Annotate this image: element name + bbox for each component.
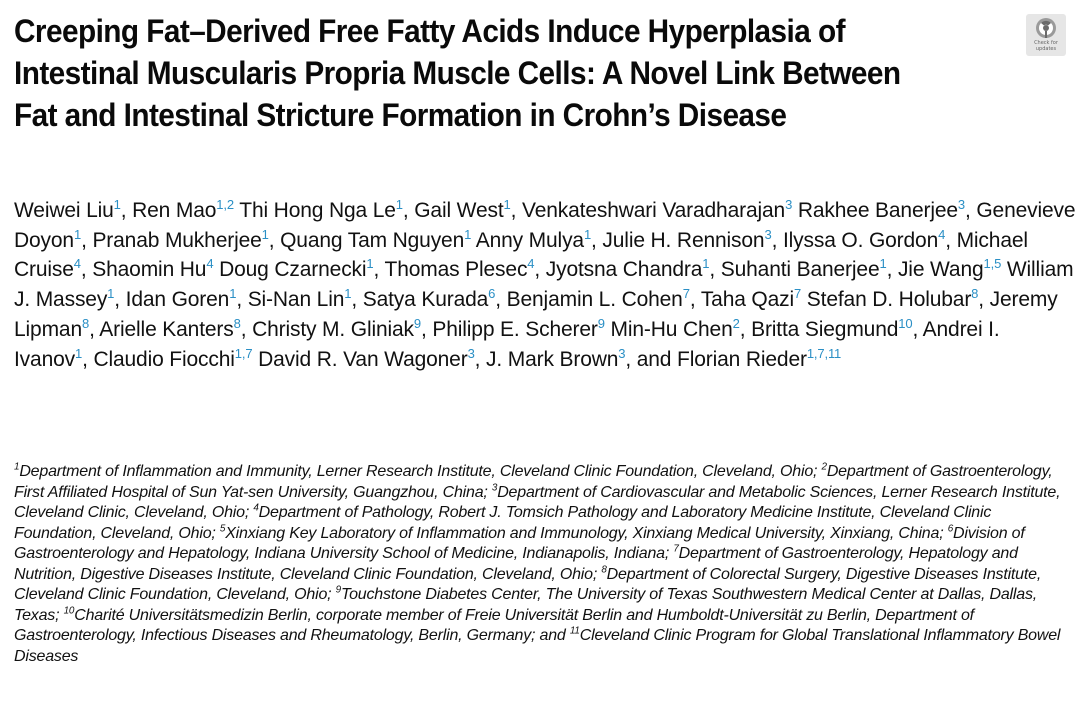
author-name[interactable]: Rakhee Banerjee [797,199,958,222]
author-name[interactable]: Britta Siegmund [751,317,899,341]
author-affiliation-ref[interactable]: 1,7,11 [806,345,842,361]
author-affiliation-ref[interactable]: 1 [261,226,269,242]
author-separator: , [625,347,637,371]
author-affiliation-ref[interactable]: 3 [618,345,626,361]
author-separator: , [689,288,701,312]
author-name[interactable]: Ilyssa O. Gordon [782,228,939,252]
author-affiliation-ref[interactable]: 4 [73,256,81,272]
author-affiliation-ref[interactable]: 8 [81,315,90,331]
author-name[interactable]: Shaomin Hu [92,258,207,282]
author-name[interactable]: Michael Cruise [14,228,1028,282]
author-name[interactable]: Thomas Plesec [384,258,528,282]
affiliation-text: Department of Gastroenterology, First Affiliated Hospital of Sun Yat-sen University, Guangzhou, China; [14,463,1053,501]
author-separator: , [591,228,603,252]
affiliation-text: Touchstone Diabetes Center, The University of Texas Southwestern Medical Center at Dallas, Dallas, Texas; [14,586,1037,624]
affiliation-number: 4 [253,502,259,514]
affiliation-number: 11 [569,625,580,637]
author-name[interactable]: Gail West [414,199,504,222]
author-name[interactable]: Weiwei Liu [14,199,114,222]
affiliation-number: 9 [335,584,341,596]
affiliation-text: Department of Cardiovascular and Metabolic Sciences, Lerner Research Institute, Cleveland Clinic, Cleveland, Ohio; [14,483,1061,521]
author-affiliation-ref[interactable]: 9 [597,315,605,331]
author-affiliation-ref[interactable]: 1 [107,286,115,302]
author-name[interactable]: Idan Goren [125,288,230,312]
author-affiliation-ref[interactable]: 3 [764,226,772,242]
author-separator: , [978,288,990,312]
author-separator: , [421,317,433,341]
author-affiliation-ref[interactable]: 2 [732,315,740,331]
article-title: Creeping Fat–Derived Free Fatty Acids Induce Hyperplasia of Intestinal Muscularis Propria Muscle Cells: A Novel Link Between Fat and Intestinal Stricture Formation in Crohn’s Disease [14,13,901,133]
affiliation-number: 7 [673,543,679,555]
affiliation-list [14,462,1074,667]
author-separator: , [240,317,253,341]
author-separator: , [80,258,93,282]
author-separator: , [402,199,415,222]
author-affiliation-ref[interactable]: 7 [682,286,690,302]
author-separator: , [912,317,923,341]
author-name[interactable]: Genevieve Doyon [14,199,1076,252]
author-affiliation-ref[interactable]: 10 [898,315,913,331]
affiliation-number: 2 [821,461,827,473]
affiliation-text: Charité Universitätsmedizin Berlin, corporate member of Freie Universität Berlin and Humboldt-Universität zu Berlin, Department of Gastroenterology, Infectious Diseases and Rheumatology, Berlin, Germany; and [14,606,974,644]
author-name[interactable]: Andrei I. Ivanov [14,317,1000,371]
author-separator: , [81,228,93,252]
author-affiliation-ref[interactable]: 4 [206,256,214,272]
author-separator: , [771,228,783,252]
author-name[interactable]: Satya Kurada [362,288,489,312]
author-name[interactable]: Suhanti Banerjee [720,258,880,282]
author-name[interactable]: Jyotsna Chandra [545,258,703,282]
author-name[interactable]: Philipp E. Scherer [432,317,598,341]
author-affiliation-ref[interactable]: 1,2 [216,197,234,212]
author-affiliation-ref[interactable]: 1 [229,286,237,302]
author-affiliation-ref[interactable]: 9 [413,315,421,331]
author-separator: , [945,228,957,252]
author-separator: , [268,228,281,252]
author-name[interactable]: Pranab Mukherjee [92,228,262,252]
author-separator: , [886,258,898,282]
author-separator: , [495,288,507,312]
author-affiliation-ref[interactable]: 3 [785,197,793,212]
affiliation-text: Xinxiang Key Laboratory of Inflammation and Immunology, Xinxiang Medical University, Xinxiang, China; [225,524,948,542]
author-name[interactable]: Ren Mao [132,199,217,222]
author-affiliation-ref[interactable]: 1 [344,286,352,302]
author-affiliation-ref[interactable]: 8 [233,315,241,331]
author-list [14,196,1076,374]
affiliation-number: 5 [219,523,226,535]
author-affiliation-ref[interactable]: 1,5 [983,256,1002,272]
author-affiliation-ref[interactable]: 7 [794,286,802,302]
author-separator: , [510,199,523,222]
author-affiliation-ref[interactable]: 1,7 [234,345,253,361]
author-separator: , [739,317,752,341]
author-affiliation-ref[interactable]: 1 [366,256,374,272]
author-affiliation-ref[interactable]: 1 [395,197,403,212]
affiliation-number: 1 [14,461,20,473]
author-separator: , [114,288,126,312]
author-affiliation-ref[interactable]: 1 [503,197,511,212]
author-name[interactable]: Benjamin L. Cohen [506,288,683,312]
check-for-updates-label: Check for updates [1034,40,1058,52]
affiliation-number: 10 [63,605,75,617]
author-name[interactable]: Taha Qazi [700,288,795,312]
author-name[interactable]: Venkateshwari Varadharajan [522,199,786,222]
check-for-updates-icon [1035,17,1057,39]
author-name[interactable]: Jie Wang [897,258,984,282]
author-separator: , [89,317,100,341]
author-separator: , [534,258,546,282]
affiliation-text: Department of Pathology, Robert J. Tomsich Pathology and Laboratory Medicine Institute, Cleveland Clinic Foundation, Cleveland, Ohio; [14,504,992,542]
author-separator: , [474,347,487,371]
affiliation-text: Department of Colorectal Surgery, Digestive Diseases Institute, Cleveland Clinic Foundation, Cleveland, Ohio; [14,565,1042,603]
author-affiliation-ref[interactable]: 3 [467,345,475,361]
check-for-updates-badge[interactable] [1026,14,1066,56]
author-name[interactable]: Quang Tam Nguyen [280,228,465,252]
author-name[interactable]: Jeremy Lipman [14,288,1058,341]
author-name[interactable]: Stefan D. Holubar [806,288,972,312]
affiliation-number: 6 [947,523,954,535]
author-separator: , [709,258,721,282]
author-name[interactable]: David R. Van Wagoner [258,347,468,371]
author-name[interactable]: Anny Mulya [475,228,584,252]
author-affiliation-ref[interactable]: 6 [488,286,496,302]
author-name[interactable]: William J. Massey [14,258,1074,312]
author-separator: , [120,199,133,222]
author-name[interactable]: Claudio Fiocchi [93,347,235,371]
author-separator: , [82,347,94,371]
author-separator: , [964,199,977,222]
author-name[interactable]: Arielle Kanters [99,317,234,341]
author-affiliation-ref[interactable]: 1 [464,226,472,242]
author-name[interactable]: Julie H. Rennison [602,228,765,252]
affiliation-text: Division of Gastroenterology and Hepatology, Indiana University School of Medicine, Indianapolis, Indiana; [14,524,1025,562]
author-name[interactable]: Florian Rieder [677,347,807,371]
author-name[interactable]: Si-Nan Lin [247,288,345,312]
affiliation-number: 8 [601,564,607,576]
affiliation-number: 3 [491,482,498,494]
author-affiliation-ref[interactable]: 1 [73,226,82,242]
author-affiliation-ref[interactable]: 1 [702,256,710,272]
author-affiliation-ref[interactable]: 1 [583,226,592,242]
author-name[interactable]: Thi Hong Nga Le [239,199,396,222]
author-affiliation-ref[interactable]: 1 [879,256,887,272]
author-name[interactable]: Min-Hu Chen [610,317,733,341]
affiliation-text: Department of Inflammation and Immunity, Lerner Research Institute, Cleveland Clinic Foundation, Cleveland, Ohio; [19,463,822,480]
affiliation-text: Department of Gastroenterology, Hepatology and Nutrition, Digestive Diseases Institute, Cleveland Clinic Foundation, Cleveland, Ohio; [14,545,1018,583]
author-affiliation-ref[interactable]: 4 [938,226,946,242]
author-conjunction: and [636,347,678,371]
author-affiliation-ref[interactable]: 4 [527,256,535,272]
author-separator: , [236,288,248,312]
author-name[interactable]: Doug Czarnecki [219,258,367,282]
author-affiliation-ref[interactable]: 3 [957,197,965,212]
author-affiliation-ref[interactable]: 8 [971,286,979,302]
author-name[interactable]: J. Mark Brown [486,347,619,371]
author-affiliation-ref[interactable]: 1 [74,345,83,361]
author-name[interactable]: Christy M. Gliniak [252,317,414,341]
affiliation-text: Cleveland Clinic Program for Global Translational Inflammatory Bowel Diseases [14,627,1061,665]
author-separator: , [373,258,385,282]
author-affiliation-ref[interactable]: 1 [113,197,121,212]
author-separator: , [351,288,363,312]
